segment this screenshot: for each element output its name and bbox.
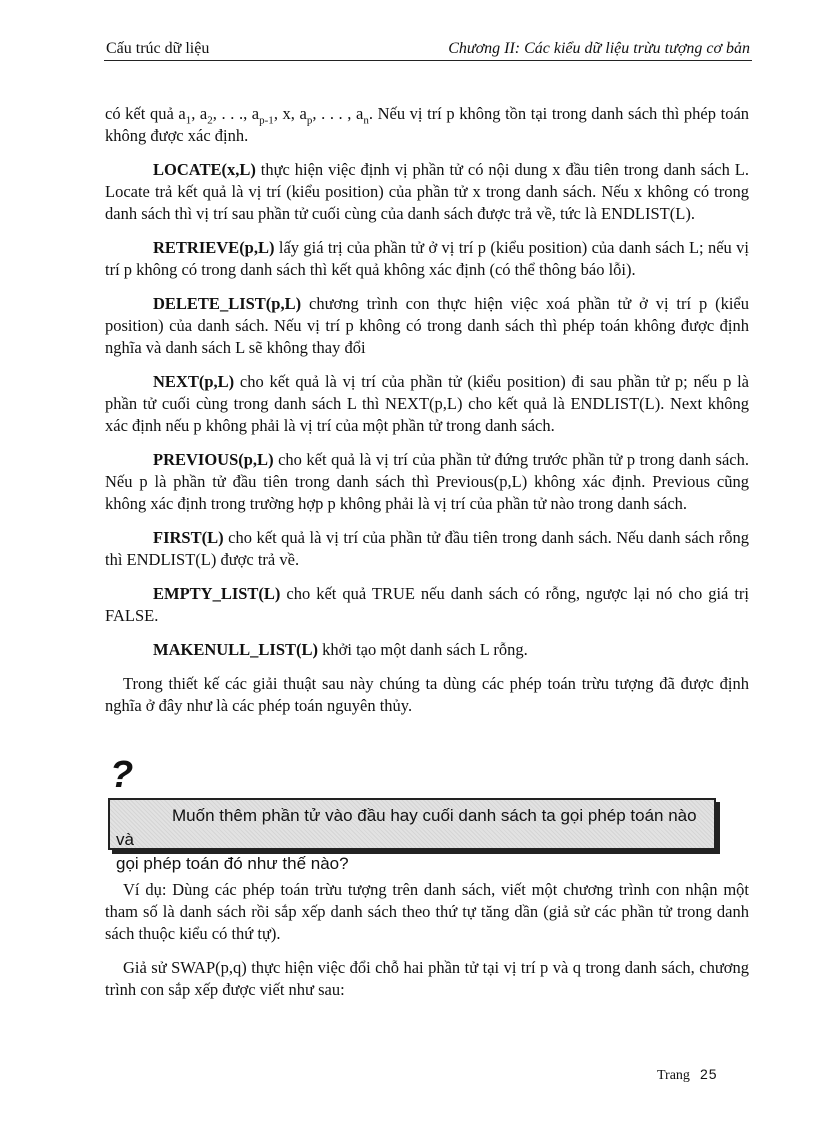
question-line-1: Muốn thêm phần tử vào đầu hay cuối danh sách ta gọi phép toán nào và: [116, 806, 697, 849]
paragraph-first: [105, 527, 749, 571]
text-fragment: . Nếu vị trí p không tồn tại trong danh sách thì phép toán không được xác định.: [105, 104, 750, 145]
paragraph-example: Ví dụ: Dùng các phép toán trừu tượng trên danh sách, viết một chương trình con nhận một tham số là danh sách rồi sắp xếp danh sách theo thứ tự tăng dần (giả sử các phần tử trong danh sách thuộc kiểu có thứ tự).: [105, 880, 749, 943]
term-first: FIRST(L): [153, 528, 224, 547]
question-callout-box: [108, 798, 716, 873]
text-fragment: , a: [191, 104, 208, 123]
paragraph-previous: [105, 449, 749, 515]
term-empty-list: EMPTY_LIST(L): [153, 584, 281, 603]
text-fragment: , . . . , a: [312, 104, 364, 123]
desc-retrieve: lấy giá trị của phần tử ở vị trí p (kiểu position) của danh sách L; nếu vị trí p không có trong danh sách thì kết quả không xác định (có thể thông báo lỗi).: [105, 238, 749, 279]
term-locate: LOCATE(x,L): [153, 160, 256, 179]
paragraph-next: [105, 371, 749, 437]
paragraph-retrieve: [105, 237, 749, 281]
paragraph-swap: Giả sử SWAP(p,q) thực hiện việc đổi chỗ hai phần tử tại vị trí p và q trong danh sách, chương trình con sắp xếp được viết như sau:: [105, 958, 749, 999]
desc-next: cho kết quả là vị trí của phần tử (kiểu position) đi sau phần tử p; nếu p là phần tử cuối cùng trong danh sách L thì NEXT(p,L) cho kết quả là ENDLIST(L). Next không xác định nếu p không phải là vị trí của một phần tử trong danh sách.: [105, 372, 749, 435]
desc-makenull-list: khởi tạo một danh sách L rỗng.: [318, 640, 528, 659]
term-makenull-list: MAKENULL_LIST(L): [153, 640, 319, 659]
example-content: [105, 879, 749, 1013]
desc-locate: thực hiện việc định vị phần tử có nội dung x đầu tiên trong danh sách L. Locate trả kết quả là vị trí (kiểu position) của phần tử x trong danh sách. Nếu x không có trong danh sách thì vị trí sau phần tử cuối cùng của danh sách được trả về, tức là ENDLIST(L).: [105, 160, 749, 223]
subscript: 2: [207, 114, 213, 127]
question-mark-icon: ?: [110, 754, 134, 796]
text-fragment: , . . ., a: [212, 104, 260, 123]
subscript: p: [306, 114, 313, 127]
subscript: p-1: [259, 114, 274, 127]
paragraph-empty-list: [105, 583, 749, 627]
subscript: n: [363, 114, 369, 127]
page-number: 25: [699, 1066, 718, 1082]
main-content: [105, 103, 749, 729]
desc-previous: cho kết quả là vị trí của phần tử đứng trước phần tử p trong danh sách. Nếu p là phần tử đầu tiên trong danh sách thì Previous(p,L) không xác định. Previous cũng không xác định trong trường hợp p không phải là vị trí của phần tử nào trong danh sách.: [105, 450, 749, 513]
term-next: NEXT(p,L): [153, 372, 235, 391]
term-delete-list: DELETE_LIST(p,L): [153, 294, 302, 313]
page-label: Trang: [657, 1068, 690, 1083]
paragraph-delete-list: [105, 293, 749, 359]
header-chapter-title: Chương II: Các kiểu dữ liệu trừu tượng cơ bản: [448, 40, 750, 57]
desc-delete-list: chương trình con thực hiện việc xoá phần tử ở vị trí p (kiểu position) của danh sách. Nếu vị trí p không có trong danh sách thì phép toán không được định nghĩa và danh sách L sẽ không thay đổi: [105, 294, 749, 357]
text-fragment: có kết quả a: [105, 104, 186, 123]
page-footer: [657, 1066, 718, 1084]
paragraph-design-note: Trong thiết kế các giải thuật sau này chúng ta dùng các phép toán trừu tượng đã được định nghĩa ở đây như là các phép toán nguyên thủy.: [105, 674, 749, 715]
paragraph-insert-result: [105, 103, 749, 147]
paragraph-makenull-list: [105, 639, 749, 661]
desc-first: cho kết quả là vị trí của phần tử đầu tiên trong danh sách. Nếu danh sách rỗng thì ENDLIST(L) được trả về.: [105, 528, 749, 569]
header-book-title: Cấu trúc dữ liệu: [106, 40, 210, 57]
page-header: [104, 38, 752, 61]
question-line-2: gọi phép toán đó như thế nào?: [116, 854, 349, 873]
paragraph-locate: [105, 159, 749, 225]
term-retrieve: RETRIEVE(p,L): [153, 238, 275, 257]
subscript: 1: [185, 114, 192, 127]
term-previous: PREVIOUS(p,L): [153, 450, 274, 469]
text-fragment: , x, a: [273, 104, 307, 123]
desc-empty-list: cho kết quả TRUE nếu danh sách có rỗng, ngược lại nó cho giá trị FALSE.: [105, 584, 749, 625]
